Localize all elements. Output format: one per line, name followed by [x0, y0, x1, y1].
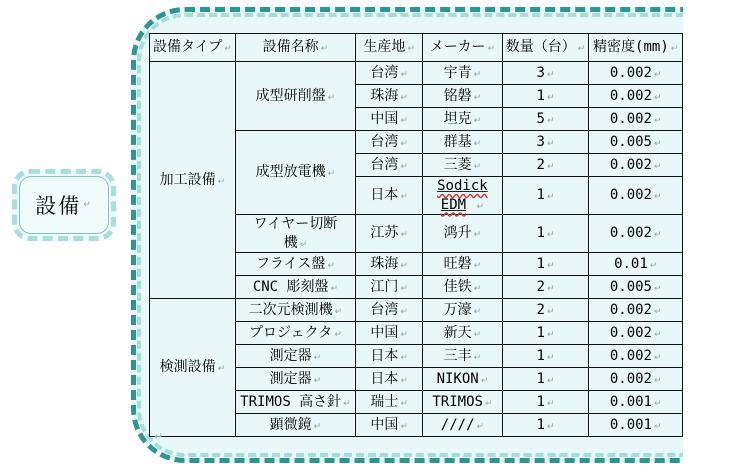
paragraph-mark: ↵ — [654, 115, 662, 126]
paragraph-mark: ↵ — [577, 44, 586, 55]
cell-qty[interactable]: 1 ↵ — [502, 85, 589, 108]
paragraph-mark: ↵ — [473, 306, 482, 317]
cell-maker[interactable]: 坦克 ↵ — [423, 108, 502, 131]
paragraph-mark: ↵ — [217, 364, 226, 375]
cell-equipment-name[interactable]: プロジェクタ ↵ — [235, 322, 355, 345]
cell-precision[interactable]: 0.002 ↵ — [589, 62, 683, 85]
paragraph-mark: ↵ — [546, 69, 555, 80]
cell-place[interactable]: 珠海 ↵ — [356, 253, 423, 276]
paragraph-mark: ↵ — [546, 398, 555, 409]
cell-equipment-name[interactable]: フライス盤 ↵ — [235, 253, 355, 276]
cell-maker[interactable]: 旺磐 ↵ — [423, 253, 502, 276]
header-precision[interactable]: 精密度(mm) ↵ — [589, 34, 683, 62]
paragraph-mark: ↵ — [400, 161, 408, 172]
paragraph-mark: ↵ — [327, 260, 335, 271]
cell-maker[interactable]: 群基 ↵ — [423, 131, 502, 154]
paragraph-mark: ↵ — [400, 138, 408, 149]
cell-place[interactable]: 江门 ↵ — [356, 276, 423, 299]
cell-maker[interactable]: 万濠 ↵ — [423, 299, 502, 322]
cell-equipment-type[interactable]: 加工設備 ↵ — [150, 62, 236, 299]
paragraph-mark: ↵ — [654, 375, 662, 386]
paragraph-mark: ↵ — [654, 283, 662, 294]
paragraph-mark: ↵ — [473, 138, 482, 149]
paragraph-mark: ↵ — [546, 138, 555, 149]
paragraph-mark: ↵ — [546, 329, 555, 340]
cell-precision[interactable]: 0.001 ↵ — [589, 414, 683, 437]
paragraph-mark: ↵ — [654, 69, 662, 80]
cell-precision[interactable]: 0.005 ↵ — [589, 131, 683, 154]
paragraph-mark: ↵ — [400, 260, 408, 271]
cell-precision[interactable]: 0.01 ↵ — [589, 253, 683, 276]
cell-place[interactable]: 日本 ↵ — [356, 177, 423, 215]
cell-equipment-type[interactable]: 検測設備 ↵ — [150, 299, 236, 437]
cell-maker-sodick[interactable]: Sodick EDM ↵ — [423, 177, 502, 215]
cell-qty[interactable]: 1 ↵ — [502, 177, 589, 215]
cell-qty[interactable]: 1 ↵ — [502, 322, 589, 345]
cell-equipment-name[interactable]: 二次元検測機 ↵ — [235, 299, 355, 322]
cell-precision[interactable]: 0.002 ↵ — [589, 215, 683, 253]
paragraph-mark: ↵ — [654, 161, 662, 172]
paragraph-mark: ↵ — [400, 115, 408, 126]
cell-equipment-name[interactable]: 測定器 ↵ — [235, 345, 355, 368]
paragraph-mark: ↵ — [473, 352, 482, 363]
cell-equipment-name[interactable]: ワイヤー切断 機 ↵ — [235, 215, 355, 253]
cell-qty[interactable]: 5 ↵ — [502, 108, 589, 131]
paragraph-mark: ↵ — [654, 138, 662, 149]
cell-equipment-name[interactable]: 成型研削盤 ↵ — [235, 62, 355, 131]
paragraph-mark: ↵ — [400, 352, 408, 363]
paragraph-mark: ↵ — [313, 375, 322, 386]
paragraph-mark: ↵ — [334, 306, 343, 317]
paragraph-mark: ↵ — [313, 421, 322, 432]
cell-place[interactable]: 台湾 ↵ — [356, 131, 423, 154]
paragraph-mark: ↵ — [334, 329, 342, 340]
paragraph-mark: ↵ — [400, 329, 408, 340]
cell-place[interactable]: 台湾 ↵ — [356, 62, 423, 85]
equipment-callout-box[interactable] — [12, 169, 116, 241]
paragraph-mark: ↵ — [546, 230, 555, 241]
paragraph-mark: ↵ — [654, 421, 662, 432]
cell-maker[interactable]: 佳铁 ↵ — [423, 276, 502, 299]
cell-qty[interactable]: 1 ↵ — [502, 391, 589, 414]
paragraph-mark: ↵ — [546, 92, 555, 103]
header-production-place[interactable]: 生産地 ↵ — [356, 34, 423, 62]
paragraph-mark: ↵ — [473, 230, 482, 241]
paragraph-mark: ↵ — [83, 200, 93, 210]
cell-place[interactable]: 日本 ↵ — [356, 368, 423, 391]
paragraph-mark: ↵ — [327, 92, 336, 103]
cell-maker[interactable]: 宇青 ↵ — [423, 62, 502, 85]
paragraph-mark: ↵ — [649, 260, 658, 271]
cell-qty[interactable]: 3 ↵ — [502, 62, 589, 85]
cell-precision[interactable]: 0.002 ↵ — [589, 322, 683, 345]
paragraph-mark: ↵ — [327, 169, 336, 180]
paragraph-mark: ↵ — [487, 44, 496, 55]
equipment-table — [149, 33, 683, 437]
paragraph-mark: ↵ — [400, 375, 408, 386]
paragraph-mark: ↵ — [654, 230, 662, 241]
paragraph-mark: ↵ — [473, 329, 482, 340]
paragraph-mark: ↵ — [476, 201, 485, 212]
paragraph-mark: ↵ — [473, 283, 482, 294]
paragraph-mark: ↵ — [400, 69, 408, 80]
header-equipment-name[interactable]: 設備名称 ↵ — [235, 34, 355, 62]
paragraph-mark: ↵ — [546, 352, 555, 363]
paragraph-mark: ↵ — [654, 398, 662, 409]
paragraph-mark: ↵ — [546, 306, 555, 317]
paragraph-mark: ↵ — [217, 176, 226, 187]
cell-maker[interactable]: 鸿升 ↵ — [423, 215, 502, 253]
cell-place[interactable]: 珠海 ↵ — [356, 85, 423, 108]
cell-precision[interactable]: 0.005 ↵ — [589, 276, 683, 299]
paragraph-mark: ↵ — [299, 239, 308, 250]
paragraph-mark: ↵ — [546, 283, 555, 294]
cell-maker[interactable]: 三丰 ↵ — [423, 345, 502, 368]
cell-qty[interactable]: 2 ↵ — [502, 154, 589, 177]
paragraph-mark: ↵ — [473, 260, 482, 271]
paragraph-mark: ↵ — [546, 161, 555, 172]
table-row — [150, 299, 683, 322]
paragraph-mark: ↵ — [400, 306, 408, 317]
paragraph-mark: ↵ — [654, 92, 662, 103]
paragraph-mark: ↵ — [476, 421, 485, 432]
paragraph-mark: ↵ — [473, 69, 482, 80]
paragraph-mark: ↵ — [313, 352, 322, 363]
paragraph-mark: ↵ — [654, 306, 662, 317]
paragraph-mark: ↵ — [546, 115, 555, 126]
paragraph-mark: ↵ — [400, 230, 408, 241]
paragraph-mark: ↵ — [224, 44, 232, 55]
cell-equipment-name[interactable]: CNC 彫刻盤 ↵ — [235, 276, 355, 299]
cell-equipment-name[interactable]: 成型放電機 ↵ — [235, 131, 355, 215]
cell-precision[interactable]: 0.002 ↵ — [589, 85, 683, 108]
cell-place[interactable]: 江苏 ↵ — [356, 215, 423, 253]
table-header-row — [150, 34, 683, 62]
cell-qty[interactable]: 1 ↵ — [502, 345, 589, 368]
header-quantity[interactable]: 数量（台） ↵ — [502, 34, 589, 62]
cell-place[interactable]: 中国 ↵ — [356, 414, 423, 437]
cell-precision[interactable]: 0.002 ↵ — [589, 108, 683, 131]
header-maker[interactable]: メーカー ↵ — [423, 34, 502, 62]
paragraph-mark: ↵ — [670, 44, 679, 55]
paragraph-mark: ↵ — [654, 329, 662, 340]
paragraph-mark: ↵ — [484, 398, 493, 409]
cell-qty[interactable]: 2 ↵ — [502, 276, 589, 299]
cell-precision[interactable]: 0.002 ↵ — [589, 177, 683, 215]
cell-maker[interactable]: //// ↵ — [423, 414, 502, 437]
paragraph-mark: ↵ — [400, 283, 408, 294]
paragraph-mark: ↵ — [343, 398, 351, 409]
equipment-callout-label: 設備 ↵ — [19, 176, 109, 234]
cell-equipment-name[interactable]: TRIMOS 高さ針 ↵ — [235, 391, 355, 414]
table-row — [150, 62, 683, 85]
paragraph-mark: ↵ — [400, 421, 408, 432]
cell-qty[interactable]: 1 ↵ — [502, 368, 589, 391]
paragraph-mark: ↵ — [154, 430, 164, 443]
cell-place[interactable]: 中国 ↵ — [356, 322, 423, 345]
cell-place[interactable]: 日本 ↵ — [356, 345, 423, 368]
cell-equipment-name[interactable]: 顕微鏡 ↵ — [235, 414, 355, 437]
paragraph-mark: ↵ — [400, 398, 408, 409]
paragraph-mark: ↵ — [407, 44, 415, 55]
cell-place[interactable]: 台湾 ↵ — [356, 154, 423, 177]
paragraph-mark: ↵ — [546, 192, 555, 203]
cell-qty[interactable]: 1 ↵ — [502, 253, 589, 276]
cell-precision[interactable]: 0.002 ↵ — [589, 154, 683, 177]
paragraph-mark: ↵ — [400, 92, 408, 103]
cell-maker[interactable]: 铭磐 ↵ — [423, 85, 502, 108]
header-equipment-type[interactable]: 設備タイプ ↵ — [150, 34, 236, 62]
paragraph-mark: ↵ — [480, 375, 489, 386]
cell-qty[interactable]: 3 ↵ — [502, 131, 589, 154]
cell-precision[interactable]: 0.001 ↵ — [589, 391, 683, 414]
cell-maker[interactable]: 三菱 ↵ — [423, 154, 502, 177]
paragraph-mark: ↵ — [473, 92, 482, 103]
paragraph-mark: ↵ — [320, 44, 329, 55]
cell-qty[interactable]: 2 ↵ — [502, 299, 589, 322]
paragraph-mark: ↵ — [546, 375, 555, 386]
paragraph-mark: ↵ — [546, 260, 555, 271]
cell-maker[interactable]: NIKON ↵ — [423, 368, 502, 391]
paragraph-mark: ↵ — [473, 115, 482, 126]
cell-place[interactable]: 台湾 ↵ — [356, 299, 423, 322]
cell-qty[interactable]: 1 ↵ — [502, 215, 589, 253]
cell-precision[interactable]: 0.002 ↵ — [589, 345, 683, 368]
paragraph-mark: ↵ — [546, 421, 555, 432]
cell-precision[interactable]: 0.002 ↵ — [589, 299, 683, 322]
cell-maker[interactable]: TRIMOS ↵ — [423, 391, 502, 414]
paragraph-mark: ↵ — [400, 192, 408, 203]
paragraph-mark: ↵ — [330, 283, 339, 294]
cell-place[interactable]: 瑞士 ↵ — [356, 391, 423, 414]
cell-precision[interactable]: 0.002 ↵ — [589, 368, 683, 391]
paragraph-mark: ↵ — [654, 192, 662, 203]
paragraph-mark: ↵ — [473, 161, 482, 172]
cell-equipment-name[interactable]: 測定器 ↵ — [235, 368, 355, 391]
cell-qty[interactable]: 1 ↵ — [502, 414, 589, 437]
cell-place[interactable]: 中国 ↵ — [356, 108, 423, 131]
cell-maker[interactable]: 新天 ↵ — [423, 322, 502, 345]
paragraph-mark: ↵ — [654, 352, 662, 363]
